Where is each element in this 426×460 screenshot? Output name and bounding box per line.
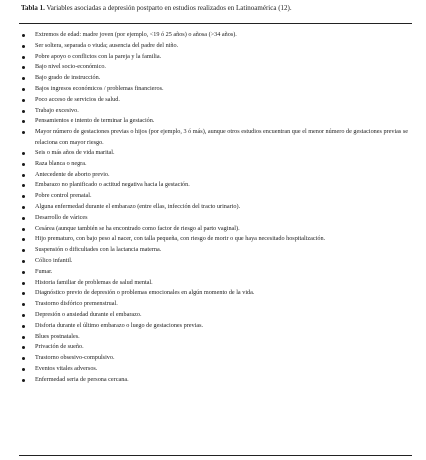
- bullet-icon: [22, 325, 25, 328]
- document-page: [19, 0, 412, 460]
- list-item: [19, 234, 412, 245]
- bullet-icon: [22, 271, 25, 274]
- bullet-icon: [22, 120, 25, 123]
- list-item-text: Bajos ingresos económicos / problemas financieros.: [35, 84, 164, 92]
- list-item: [19, 41, 412, 52]
- list-item: [19, 191, 412, 202]
- list-item: [19, 332, 412, 343]
- table-bottom-rule: [19, 455, 412, 456]
- list-item-text: Disforia durante el último embarazo o luego de gestaciones previas.: [35, 321, 204, 329]
- risk-factor-list: [19, 30, 412, 386]
- bullet-icon: [22, 152, 25, 155]
- bullet-icon: [22, 260, 25, 263]
- list-item: [19, 321, 412, 332]
- bullet-icon: [22, 379, 25, 382]
- list-item: [19, 299, 412, 310]
- bullet-icon: [22, 368, 25, 371]
- list-item-text: Historia familiar de problemas de salud mental.: [35, 278, 153, 286]
- list-item: [19, 364, 412, 375]
- bullet-icon: [22, 303, 25, 306]
- bullet-icon: [22, 217, 25, 220]
- bullet-icon: [22, 249, 25, 252]
- list-item: [19, 375, 412, 386]
- list-item-text: Privación de sueño.: [35, 343, 84, 351]
- list-item: [19, 202, 412, 213]
- list-item: [19, 73, 412, 84]
- list-item: [19, 95, 412, 106]
- list-item-text: Alguna enfermedad durante el embarazo (entre ellas, infección del tracto urinario).: [35, 202, 241, 210]
- list-item-text: Enfermedad seria de persona cercana.: [35, 375, 129, 383]
- list-item-text: Depresión o ansiedad durante el embarazo.: [35, 310, 142, 318]
- list-item-text: Eventos vitales adversos.: [35, 364, 98, 372]
- list-item-text: Suspensión o dificultades con la lactancia materna.: [35, 246, 162, 254]
- list-item-text: Hijo prematuro, con bajo peso al nacer, con talla pequeña, con riesgo de morir o que haya necesitado hospitalización.: [35, 235, 326, 243]
- bullet-icon: [22, 195, 25, 198]
- list-item: [19, 106, 412, 117]
- list-item-text: Bajo nivel socio-económico.: [35, 63, 106, 71]
- list-item: [19, 62, 412, 73]
- list-item-text: Embarazo no planificado o actitud negativa hacia la gestación.: [35, 181, 190, 189]
- list-item: [19, 116, 412, 127]
- list-item-text: Diagnóstico previo de depresión o problemas emocionales en algún momento de la vida.: [35, 289, 255, 297]
- list-item-text: Trastorno obsesivo-compulsivo.: [35, 354, 115, 362]
- bullet-icon: [22, 292, 25, 295]
- bullet-icon: [22, 282, 25, 285]
- list-item: [19, 213, 412, 224]
- list-item: [19, 180, 412, 191]
- bullet-icon: [22, 163, 25, 166]
- list-item: [19, 256, 412, 267]
- list-item-text: Seis o más años de vida marital.: [35, 148, 115, 156]
- list-item: [19, 288, 412, 299]
- list-item: [19, 170, 412, 181]
- bullet-icon: [22, 88, 25, 91]
- list-item: [19, 267, 412, 278]
- bullet-icon: [22, 66, 25, 69]
- list-item-text: Pensamientos e intento de terminar la gestación.: [35, 117, 155, 125]
- bullet-icon: [22, 174, 25, 177]
- bullet-icon: [22, 357, 25, 360]
- table-caption-text: Variables asociadas a depresión postparto en estudios realizados en Latinoamérica (12).: [46, 4, 292, 12]
- list-item: [19, 30, 412, 41]
- list-item: [19, 52, 412, 63]
- bullet-icon: [22, 314, 25, 317]
- bullet-icon: [22, 99, 25, 102]
- list-item-text: Trabajo excesivo.: [35, 106, 79, 114]
- list-item-text: Blues postnatales.: [35, 332, 80, 340]
- list-item: [19, 278, 412, 289]
- list-item-text: Pobre apoyo o conflictos con la pareja y la familia.: [35, 52, 162, 60]
- bullet-icon: [22, 131, 25, 134]
- bullet-icon: [22, 77, 25, 80]
- list-item-text: Bajo grado de instrucción.: [35, 74, 101, 82]
- list-item-text: Cólico infantil.: [35, 256, 73, 264]
- bullet-icon: [22, 206, 25, 209]
- list-item-text: Cesárea (aunque también se ha encontrado como factor de riesgo al parto vaginal).: [35, 224, 240, 232]
- list-item-text: Mayor número de gestaciones previas o hijos (por ejemplo, 3 ó más), aunque otros estudios encuentran que el menor número de gestaciones previas se relaciona con mayor riesgo.: [35, 128, 409, 146]
- list-item: [19, 224, 412, 235]
- table-caption: [21, 4, 411, 13]
- list-item-text: Fumar.: [35, 267, 53, 275]
- list-item: [19, 342, 412, 353]
- list-item: [19, 310, 412, 321]
- bullet-icon: [22, 346, 25, 349]
- list-item: [19, 353, 412, 364]
- list-item-text: Trastorno disfórico premenstrual.: [35, 300, 118, 308]
- bullet-icon: [22, 184, 25, 187]
- list-item: [19, 148, 412, 159]
- list-item-text: Antecedente de aborto previo.: [35, 170, 110, 178]
- list-item-text: Extremos de edad: madre joven (por ejemplo, <19 ó 25 años) o añosa (>34 años).: [35, 31, 237, 38]
- table-label: Tabla 1.: [21, 4, 45, 12]
- bullet-icon: [22, 110, 25, 113]
- bullet-icon: [22, 238, 25, 241]
- list-item: [19, 127, 412, 148]
- list-item: [19, 245, 412, 256]
- list-item-text: Desarrollo de várices: [35, 213, 88, 221]
- list-item-text: Pobre control prenatal.: [35, 192, 92, 200]
- list-item-text: Ser soltera, separada o viuda; ausencia del padre del niño.: [35, 41, 179, 49]
- table-top-rule: [19, 23, 412, 24]
- bullet-icon: [22, 228, 25, 231]
- list-item-text: Poco acceso de servicios de salud.: [35, 95, 120, 103]
- bullet-icon: [22, 56, 25, 59]
- bullet-icon: [22, 45, 25, 48]
- bullet-icon: [22, 336, 25, 339]
- list-item-text: Raza blanca o negra.: [35, 159, 87, 167]
- bullet-icon: [22, 34, 25, 37]
- list-item: [19, 84, 412, 95]
- list-item: [19, 159, 412, 170]
